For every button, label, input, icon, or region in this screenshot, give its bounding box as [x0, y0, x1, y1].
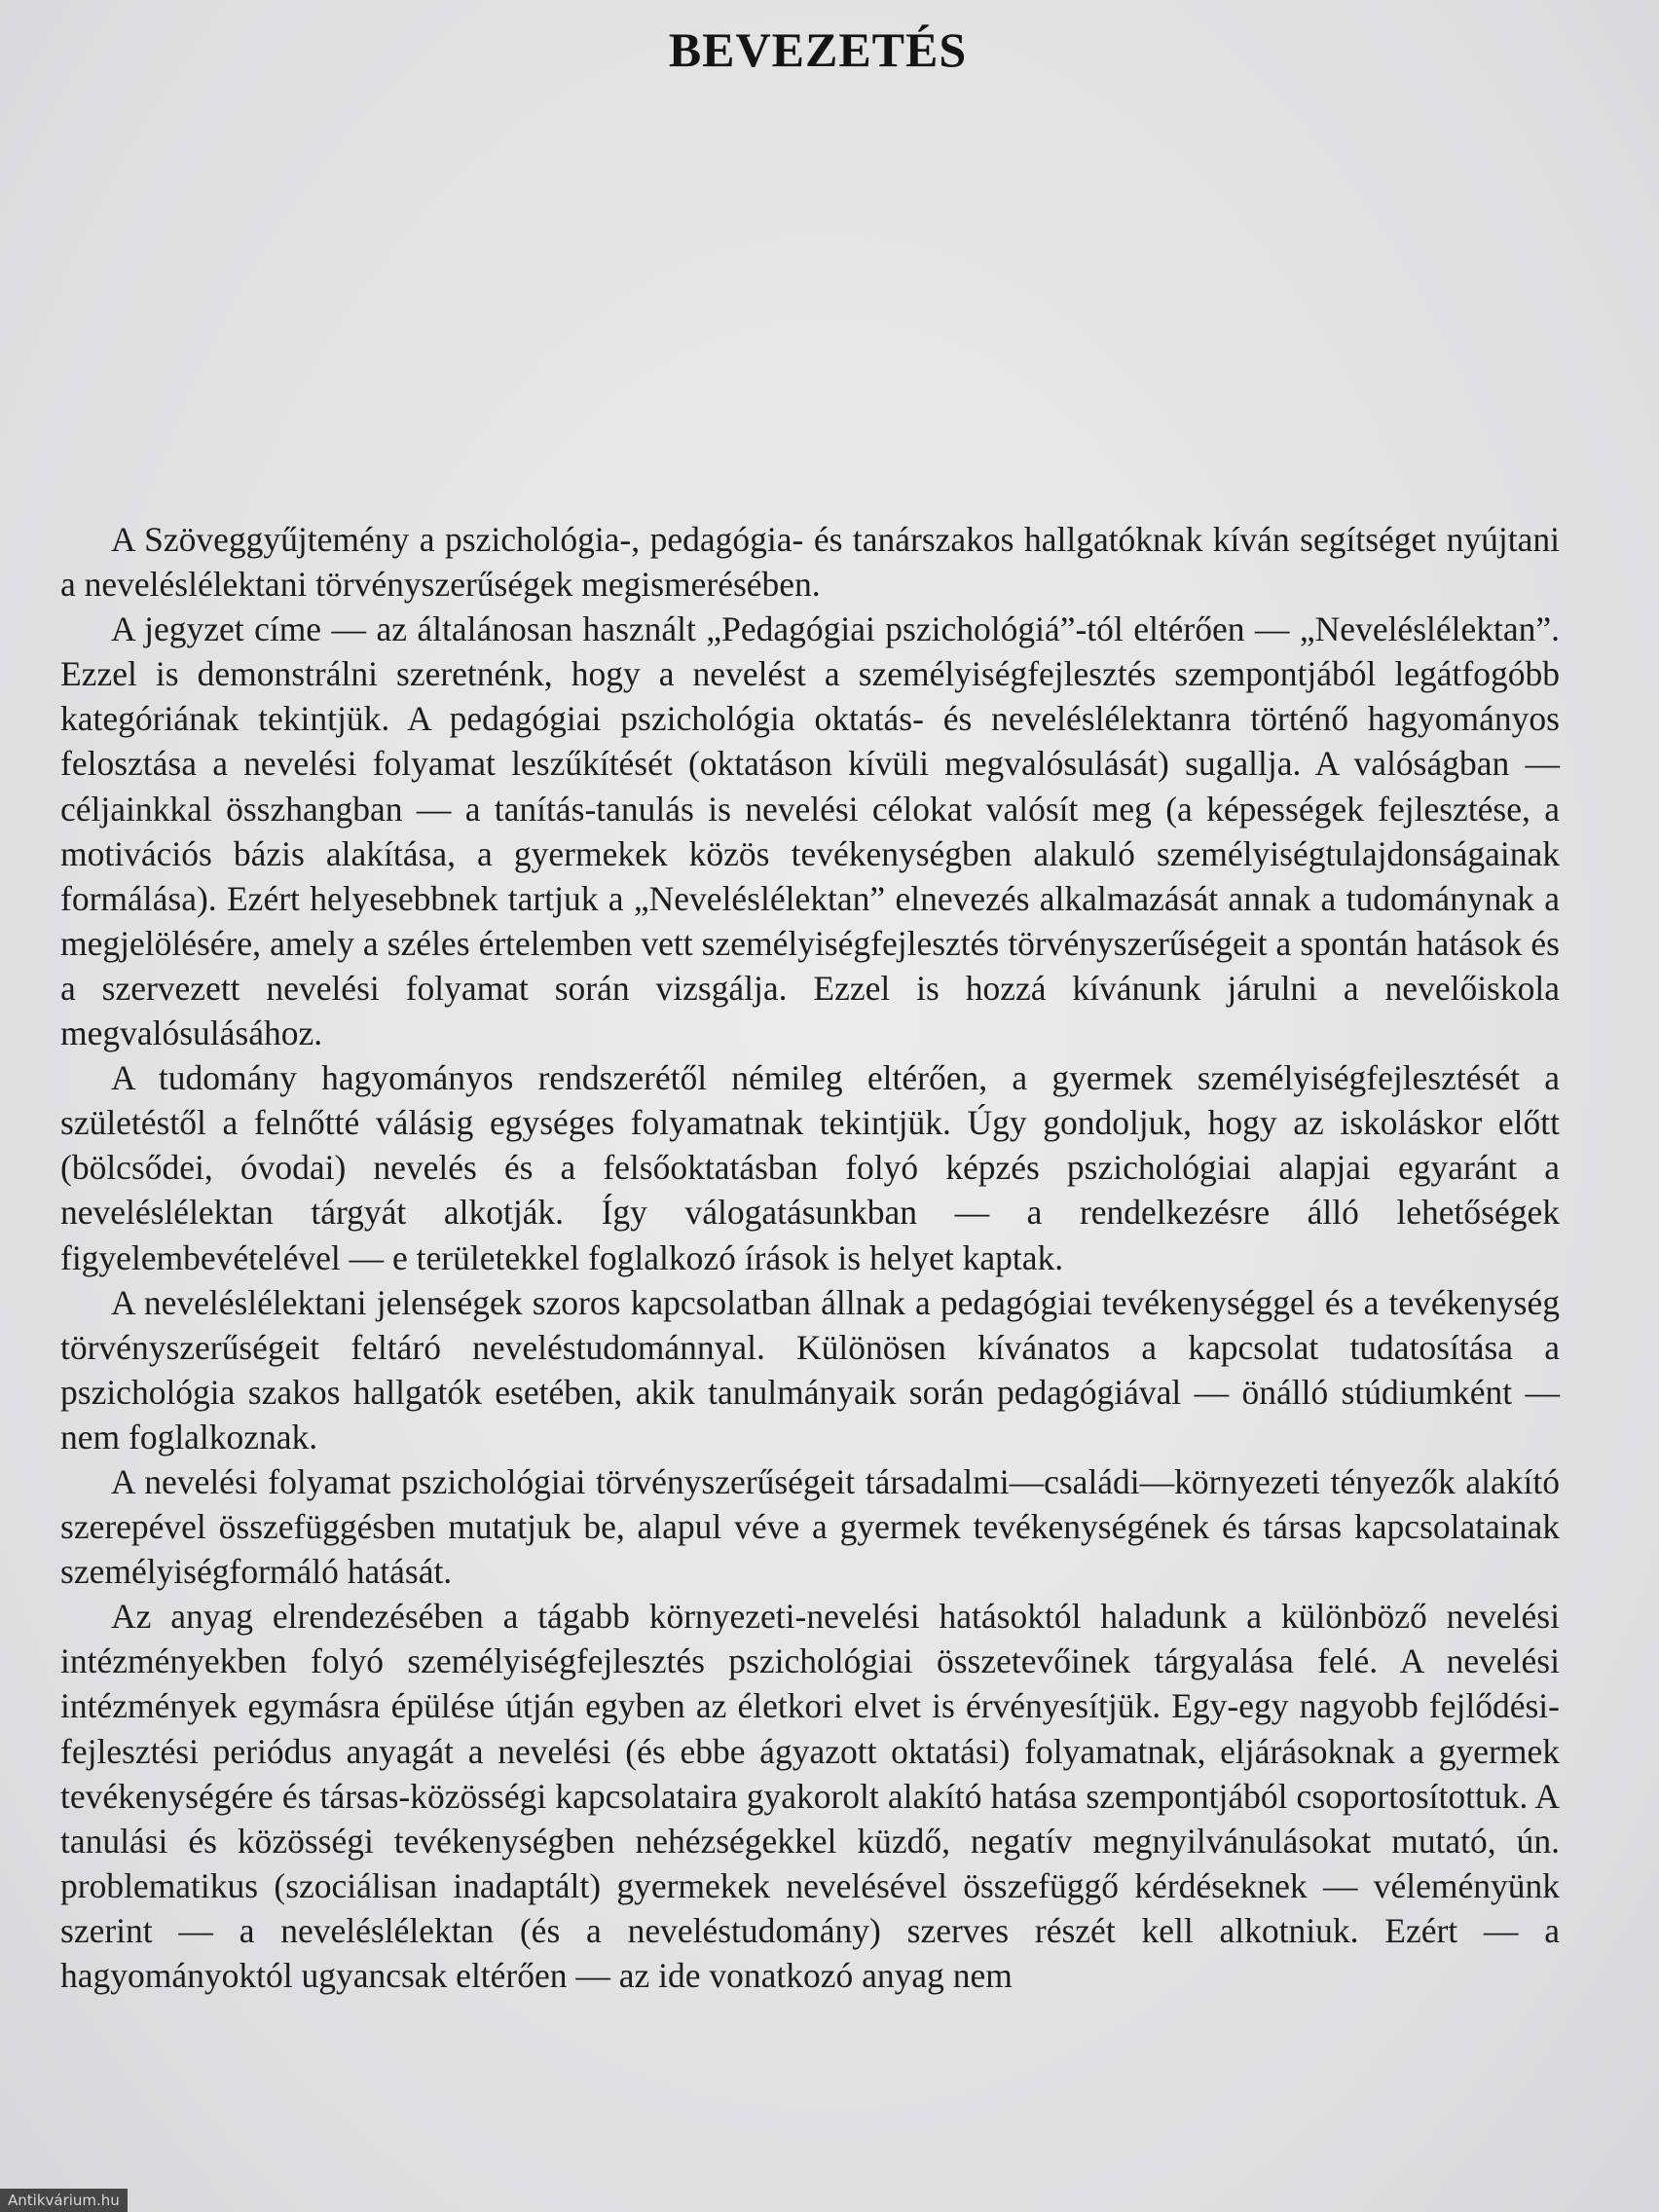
paragraph-2: A jegyzet címe — az általánosan használt „Pedagógiai pszichológiá”-tól eltérően — „Neveléslélektan”. Ezzel is demonstrálni szeretnénk, hogy a nevelést a személyiségfejlesztés szempontjából legátfogóbb kategóriának tekintjük. A pedagógiai pszichológia oktatás- és neveléslélektanra történő hagyományos felosztása a nevelési folyamat leszűkítését (oktatáson kívüli megvalósulását) sugallja. A valóságban — céljainkkal összhangban — a tanítás-tanulás is nevelési célokat valósít meg (a képességek fejlesztése, a motivációs bázis alakítása, a gyermekek közös tevékenységben alakuló személyiségtulajdonságainak formálása). Ezért helyesebbnek tartjuk a „Neveléslélektan” elnevezés alkalmazását annak a tudománynak a megjelölésére, amely a széles értelemben vett személyiségfejlesztés törvényszerűségeit a spontán hatások és a szervezett nevelési folyamat során vizsgálja. Ezzel is hozzá kívánunk járulni a nevelőiskola megvalósulásához. [60, 609, 1560, 1053]
paragraph-1: A Szöveggyűjtemény a pszichológia-, pedagógia- és tanárszakos hallgatóknak kíván segítséget nyújtani a neveléslélektani törvényszerűségek megismerésében. [60, 520, 1560, 605]
page-title: BEVEZETÉS [668, 22, 968, 77]
body-text [60, 517, 1560, 1998]
site-watermark: Antikvárium.hu [0, 2189, 128, 2212]
paragraph-3: A tudomány hagyományos rendszerétől némileg eltérően, a gyermek személyiségfejlesztését a születéstől a felnőtté válásig egységes folyamatnak tekintjük. Úgy gondoljuk, hogy az iskoláskor előtt (bölcsődei, óvodai) nevelés és a felsőoktatásban folyó képzés pszichológiai alapjai egyaránt a neveléslélektan tárgyát alkotják. Így válogatásunkban — a rendelkezésre álló lehetőségek figyelembevételével — e területekkel foglalkozó írások is helyet kaptak. [60, 1058, 1560, 1277]
paragraph-4: A neveléslélektani jelenségek szoros kapcsolatban állnak a pedagógiai tevékenységgel és a tevékenység törvényszerűségeit feltáró neveléstudománnyal. Különösen kívánatos a kapcsolat tudatosítása a pszichológia szakos hallgatók esetében, akik tanulmányaik során pedagógiával — önálló stúdiumként — nem foglalkoznak. [60, 1282, 1560, 1456]
paragraph-6: Az anyag elrendezésében a tágabb környezeti-nevelési hatásoktól haladunk a különböző nevelési intézményekben folyó személyiségfejlesztés pszichológiai összetevőinek tárgyalása felé. A nevelési intézmények egymásra épülése útján egyben az életkori elvet is érvényesítjük. Egy-egy nagyobb fejlődési-fejlesztési periódus anyagát a nevelési (és ebbe ágyazott oktatási) folyamatnak, eljárásoknak a gyermek tevékenységére és társas-közösségi kapcsolataira gyakorolt alakító hatása szempontjából csoportosítottuk. A tanulási és közösségi tevékenységben nehézségekkel küzdő, negatív megnyilvánulásokat mutató, ún. problematikus (szociálisan inadaptált) gyermekek nevelésével összefüggő kérdéseknek — véleményünk szerint — a neveléslélektan (és a neveléstudomány) szerves részét kell alkotniuk. Ezért — a hagyományoktól ugyancsak eltérően — az ide vonatkozó anyag nem [60, 1597, 1560, 1995]
paragraph-5: A nevelési folyamat pszichológiai törvényszerűségeit társadalmi—családi—környezeti tényezők alakító szerepével összefüggésben mutatjuk be, alapul véve a gyermek tevékenységének és társas kapcsolatainak személyiségformáló hatását. [60, 1461, 1560, 1592]
